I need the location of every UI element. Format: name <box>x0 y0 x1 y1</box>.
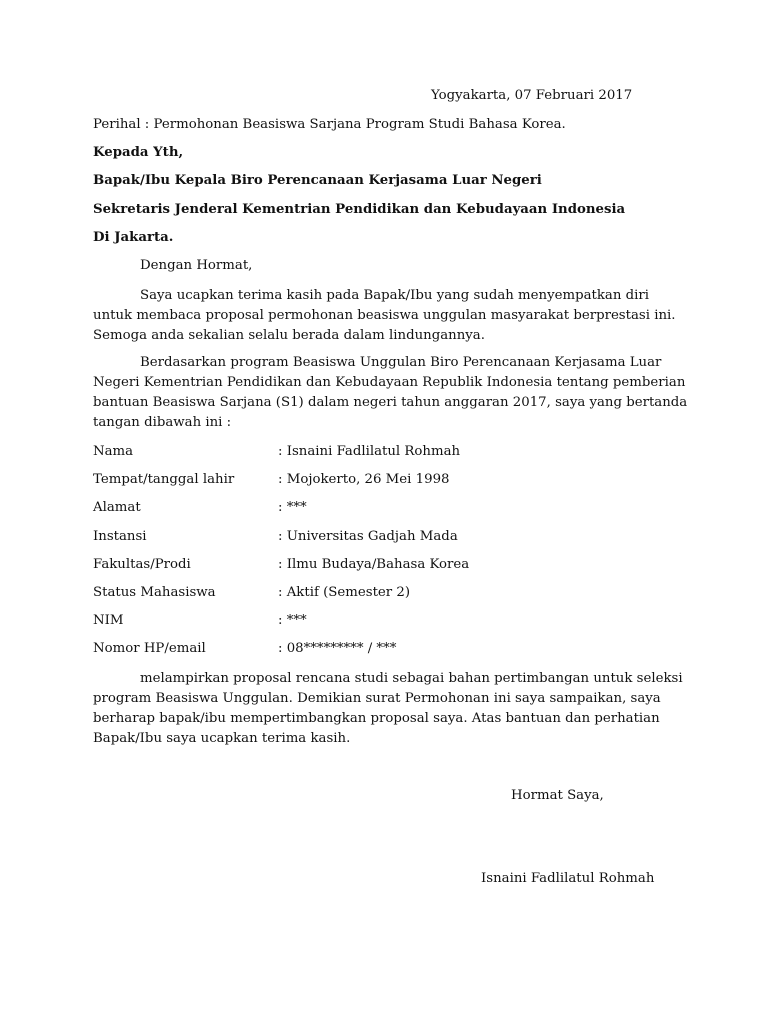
paragraph-3 <box>93 669 683 749</box>
paragraph-line: melampirkan proposal rencana studi sebagai bahan pertimbangan untuk seleksi <box>140 671 683 686</box>
field-label-instansi: Instansi <box>93 529 147 544</box>
paragraph-line: Negeri Kementrian Pendidikan dan Kebudayaan Republik Indonesia tentang pemberian <box>93 375 686 390</box>
field-value-status: : Aktif (Semester 2) <box>278 585 411 600</box>
paragraph-line: bantuan Beasiswa Sarjana (S1) dalam negeri tahun anggaran 2017, saya yang bertanda <box>93 395 688 410</box>
closing: Hormat Saya, <box>511 788 604 803</box>
field-label-alamat: Alamat <box>93 500 141 515</box>
paragraph-line: Saya ucapkan terima kasih pada Bapak/Ibu yang sudah menyempatkan diri <box>140 288 650 303</box>
field-label-nama: Nama <box>93 444 134 459</box>
field-value-instansi: : Universitas Gadjah Mada <box>278 529 458 544</box>
paragraph-line: program Beasiswa Unggulan. Demikian surat Permohonan ini saya sampaikan, saya <box>93 691 661 706</box>
recipient-line-2: Sekretaris Jenderal Kementrian Pendidikan dan Kebudayaan Indonesia <box>93 202 626 217</box>
field-label-kontak: Nomor HP/email <box>93 641 206 656</box>
paragraph-line: untuk membaca proposal permohonan beasiswa unggulan masyarakat berprestasi ini. <box>93 308 676 323</box>
field-value-kontak: : 08********* / *** <box>278 641 397 656</box>
field-value-alamat: : *** <box>278 500 307 515</box>
field-value-nama: : Isnaini Fadlilatul Rohmah <box>278 444 461 459</box>
subject-line: Perihal : Permohonan Beasiswa Sarjana Program Studi Bahasa Korea. <box>93 117 566 132</box>
signer-name: Isnaini Fadlilatul Rohmah <box>481 871 655 886</box>
paragraph-2 <box>93 353 688 433</box>
recipient-greeting: Kepada Yth, <box>93 145 184 160</box>
paragraph-1 <box>93 286 683 346</box>
paragraph-line: Bapak/Ibu saya ucapkan terima kasih. <box>93 731 351 746</box>
place-date: Yogyakarta, 07 Februari 2017 <box>431 88 633 103</box>
field-label-nim: NIM <box>93 613 124 628</box>
paragraph-line: Semoga anda sekalian selalu berada dalam lindungannya. <box>93 328 485 343</box>
field-value-nim: : *** <box>278 613 307 628</box>
field-value-ttl: : Mojokerto, 26 Mei 1998 <box>278 472 450 487</box>
field-label-status: Status Mahasiswa <box>93 585 216 600</box>
recipient-line-1: Bapak/Ibu Kepala Biro Perencanaan Kerjasama Luar Negeri <box>93 173 542 188</box>
field-value-fakultas: : Ilmu Budaya/Bahasa Korea <box>278 557 470 572</box>
field-label-ttl: Tempat/tanggal lahir <box>93 472 235 487</box>
salutation: Dengan Hormat, <box>140 258 253 273</box>
paragraph-line: tangan dibawah ini : <box>93 415 232 430</box>
paragraph-line: berharap bapak/ibu mempertimbangkan proposal saya. Atas bantuan dan perhatian <box>93 711 660 726</box>
recipient-line-3: Di Jakarta. <box>93 230 174 245</box>
field-label-fakultas: Fakultas/Prodi <box>93 557 191 572</box>
paragraph-line: Berdasarkan program Beasiswa Unggulan Biro Perencanaan Kerjasama Luar <box>140 355 662 370</box>
